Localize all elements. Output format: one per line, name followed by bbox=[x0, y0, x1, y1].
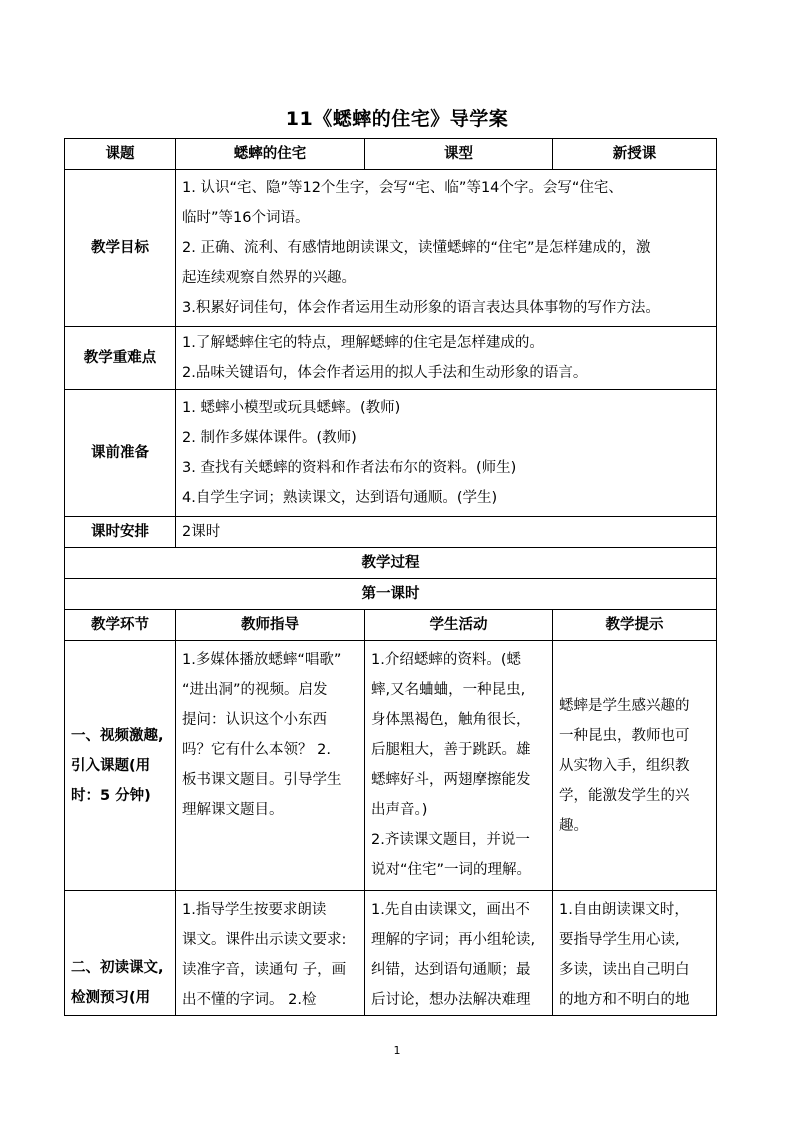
stage-name: 二、初读课文, 检测预习(用 bbox=[65, 891, 176, 1016]
preparation-line: 2. 制作多媒体课件。(教师) bbox=[182, 430, 357, 446]
preparation-row bbox=[65, 390, 717, 517]
teacher-guidance: 1.多媒体播放蟋蟀“唱歌” “进出洞”的视频。启发 提问：认识这个小东西 吗？它有什么本领？ 2. 板书课文题目。引导学生 理解课文题目。 bbox=[176, 641, 365, 891]
goals-row bbox=[65, 170, 717, 327]
student-activity: 1.先自由读课文，画出不 理解的字词；再小组轮读, 纠错，达到语句通顺；最 后讨论，想办法解决难理 bbox=[365, 891, 553, 1016]
preparation-line: 4.自学生字词；熟读课文，达到语句通顺。(学生) bbox=[182, 490, 498, 506]
goals-content bbox=[176, 170, 717, 327]
preparation-label: 课前准备 bbox=[65, 390, 176, 517]
header-tip: 教学提示 bbox=[553, 610, 717, 641]
key-point-line: 1.了解蟋蟀住宅的特点，理解蟋蟀的住宅是怎样建成的。 bbox=[182, 335, 544, 351]
process-header-row bbox=[65, 610, 717, 641]
student-activity: 1.介绍蟋蟀的资料。(蟋 蟀,又名蛐蛐，一种昆虫, 身体黑褐色，触角很长， 后腿粗大，善于跳跃。雄 蟋蟀好斗，两翅摩擦能发 出声音。) 2.齐读课文题目，并说一 说对“住宅”一词的理解。 bbox=[365, 641, 553, 891]
goals-line: 2. 正确、流利、有感情地朗读课文，读懂蟋蟀的“住宅”是怎样建成的，激 bbox=[182, 240, 651, 256]
schedule-value: 2课时 bbox=[176, 517, 717, 548]
lesson-title: 第一课时 bbox=[65, 579, 717, 610]
key-points-row bbox=[65, 327, 717, 390]
preparation-line: 1. 蟋蟀小模型或玩具蟋蟀。(教师) bbox=[182, 400, 401, 416]
schedule-row bbox=[65, 517, 717, 548]
preparation-line: 3. 查找有关蟋蟀的资料和作者法布尔的资料。(师生) bbox=[182, 460, 517, 476]
header-student: 学生活动 bbox=[365, 610, 553, 641]
key-points-label: 教学重难点 bbox=[65, 327, 176, 390]
key-point-line: 2.品味关键语句，体会作者运用的拟人手法和生动形象的语言。 bbox=[182, 365, 588, 381]
lesson-title-row bbox=[65, 579, 717, 610]
goals-line: 临时”等16个词语。 bbox=[182, 210, 310, 226]
header-stage: 教学环节 bbox=[65, 610, 176, 641]
lesson-plan-table bbox=[64, 138, 717, 1016]
schedule-label: 课时安排 bbox=[65, 517, 176, 548]
teacher-guidance: 1.指导学生按要求朗读 课文。课件出示读文要求: 读准字音，读通句 子，画 出不懂的字词。 2.检 bbox=[176, 891, 365, 1016]
page-number: 1 bbox=[393, 1044, 401, 1057]
topic-value: 蟋蟀的住宅 bbox=[176, 139, 365, 170]
stage-name: 一、视频激趣, 引入课题(用 时：5 分钟) bbox=[65, 641, 176, 891]
type-label: 课型 bbox=[365, 139, 553, 170]
type-value: 新授课 bbox=[553, 139, 717, 170]
document-title: 11《蟋蟀的住宅》导学案 bbox=[285, 108, 509, 130]
header-teacher: 教师指导 bbox=[176, 610, 365, 641]
teaching-tip: 1.自由朗读课文时， 要指导学生用心读, 多读，读出自己明白 的地方和不明白的地 bbox=[553, 891, 717, 1016]
goals-line: 起连续观察自然界的兴趣。 bbox=[182, 270, 356, 286]
goals-line: 3.积累好词佳句，体会作者运用生动形象的语言表达具体事物的写作方法。 bbox=[182, 300, 660, 316]
preparation-content bbox=[176, 390, 717, 517]
stage-row bbox=[65, 891, 717, 1016]
teaching-tip: 蟋蟀是学生感兴趣的 一种昆虫，教师也可 从实物入手，组织教 学，能激发学生的兴 趣。 bbox=[553, 641, 717, 891]
process-title-row bbox=[65, 548, 717, 579]
process-title: 教学过程 bbox=[65, 548, 717, 579]
goals-label: 教学目标 bbox=[65, 170, 176, 327]
topic-row bbox=[65, 139, 717, 170]
topic-label: 课题 bbox=[65, 139, 176, 170]
stage-row bbox=[65, 641, 717, 891]
goals-line: 1. 认识“宅、隐”等12个生字，会写“宅、临”等14个字。会写“住宅、 bbox=[182, 180, 623, 196]
key-points-content bbox=[176, 327, 717, 390]
